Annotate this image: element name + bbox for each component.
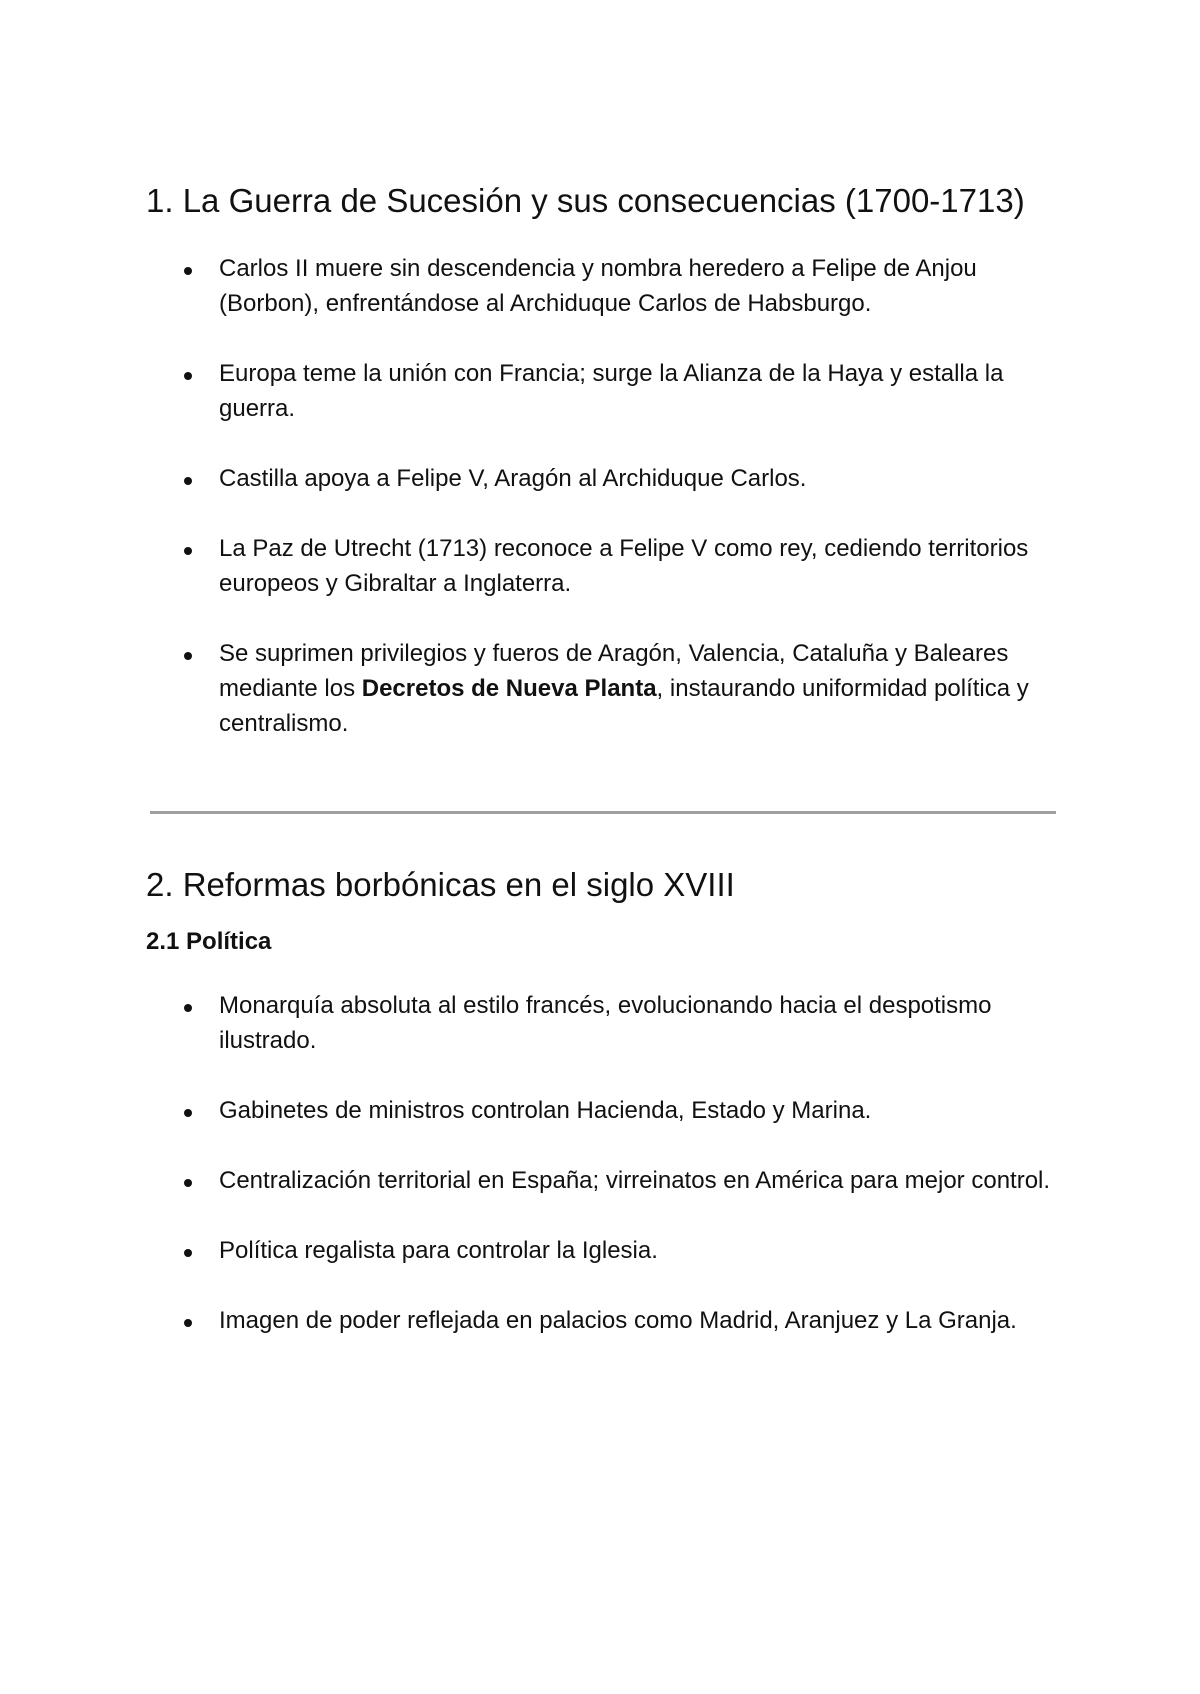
- list-item: [146, 1163, 1058, 1198]
- list-item: [146, 988, 1058, 1058]
- list-item: [146, 356, 1058, 426]
- list-item-text: Castilla apoya a Felipe V, Aragón al Archiduque Carlos.: [219, 465, 807, 492]
- bullet-icon: [184, 267, 192, 275]
- bullet-icon: [184, 1004, 192, 1012]
- list-item-text: La Paz de Utrecht (1713) reconoce a Felipe V como rey, cediendo territorios europeos y Gibraltar a Inglaterra.: [219, 535, 1029, 597]
- horizontal-divider: [150, 811, 1056, 814]
- list-item: [146, 251, 1058, 321]
- list-item: [146, 461, 1058, 496]
- bullet-list-politica: [146, 988, 1058, 1338]
- subsection-title: 2.1 Política: [146, 928, 272, 955]
- list-item: [146, 531, 1058, 601]
- list-item: [146, 1303, 1058, 1338]
- list-item: [146, 1093, 1058, 1128]
- bullet-icon: [184, 547, 192, 555]
- document-content: [146, 178, 1058, 1338]
- list-item-text: Europa teme la unión con Francia; surge la Alianza de la Haya y estalla la guerra.: [219, 360, 1004, 422]
- list-item-text: Imagen de poder reflejada en palacios como Madrid, Aranjuez y La Granja.: [219, 1307, 1017, 1334]
- bullet-list-sucesion: [146, 251, 1058, 741]
- list-item-text: Centralización territorial en España; virreinatos en América para mejor control.: [219, 1167, 1051, 1194]
- bullet-icon: [184, 652, 192, 660]
- section-title-1: 1. La Guerra de Sucesión y sus consecuencias (1700-1713): [146, 182, 1025, 219]
- bullet-icon: [184, 1319, 192, 1327]
- list-item: [146, 1233, 1058, 1268]
- section-title-2: 2. Reformas borbónicas en el siglo XVIII: [146, 866, 735, 903]
- bullet-icon: [184, 1179, 192, 1187]
- list-item: [146, 636, 1058, 741]
- bullet-icon: [184, 477, 192, 485]
- list-item-text: Carlos II muere sin descendencia y nombra heredero a Felipe de Anjou (Borbon), enfrentándose al Archiduque Carlos de Habsburgo.: [219, 255, 977, 317]
- bullet-icon: [184, 372, 192, 380]
- list-item-text: Monarquía absoluta al estilo francés, evolucionando hacia el despotismo ilustrado.: [219, 992, 992, 1054]
- list-item-text-after: , instaurando uniformidad política y centralismo.: [219, 675, 1029, 737]
- list-item-text: Política regalista para controlar la Iglesia.: [219, 1237, 658, 1264]
- list-item-text: Gabinetes de ministros controlan Hacienda, Estado y Marina.: [219, 1097, 872, 1124]
- list-item-bold-text: Decretos de Nueva Planta: [361, 675, 657, 702]
- list-item-text-before: Se suprimen privilegios y fueros de Aragón, Valencia, Cataluña y Baleares mediante los: [219, 640, 1009, 702]
- bullet-icon: [184, 1109, 192, 1117]
- bullet-icon: [184, 1249, 192, 1257]
